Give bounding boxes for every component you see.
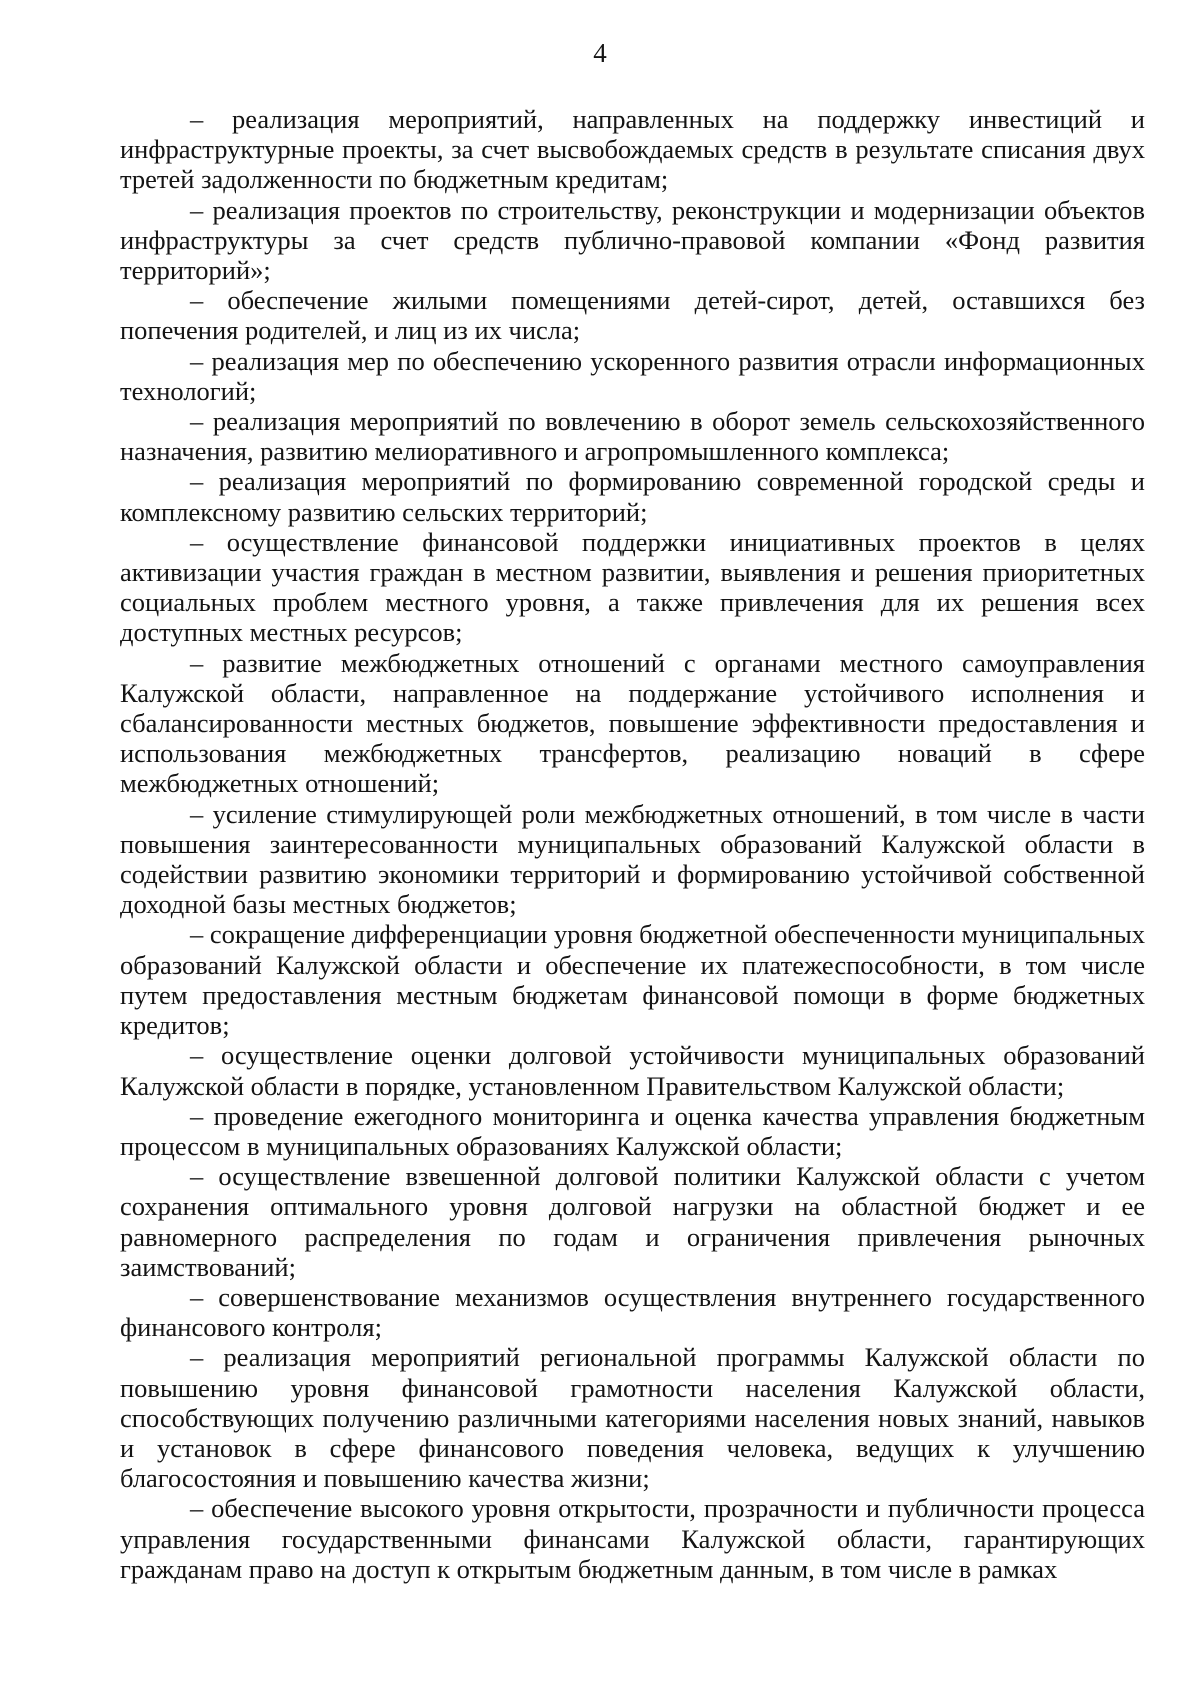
paragraph-urban-environment: – реализация мероприятий по формированию современной городской среды и комплексному развитию сельских территорий; xyxy=(120,466,1145,527)
paragraph-debt-policy: – осуществление взвешенной долговой политики Калужской области с учетом сохранения оптимального уровня долговой нагрузки на областной бюджет и ее равномерного распределения по годам и ограничения привлечения рыночных заимствований; xyxy=(120,1161,1145,1282)
paragraph-investment-projects: – реализация мероприятий, направленных на поддержку инвестиций и инфраструктурные проекты, за счет высвобождаемых средств в результате списания двух третей задолженности по бюджетным кредитам; xyxy=(120,104,1145,195)
paragraph-openness: – обеспечение высокого уровня открытости, прозрачности и публичности процесса управления государственными финансами Калужской области, гарантирующих гражданам право на доступ к открытым бюджетным данным, в том числе в рамках xyxy=(120,1493,1145,1584)
paragraph-initiative-projects: – осуществление финансовой поддержки инициативных проектов в целях активизации участия граждан в местном развитии, выявления и решения приоритетных социальных проблем местного уровня, а также привлечения для их решения всех доступных местных ресурсов; xyxy=(120,526,1145,648)
paragraph-financial-control: – совершенствование механизмов осуществления внутреннего государственного финансового контроля; xyxy=(120,1281,1145,1343)
paragraph-infrastructure-fund: – реализация проектов по строительству, реконструкции и модернизации объектов инфраструктуры за счет средств публично-правовой компании «Фонд развития территорий»; xyxy=(120,194,1145,286)
paragraph-orphan-housing: – обеспечение жилыми помещениями детей-сирот, детей, оставшихся без попечения родителей, и лиц из их числа; xyxy=(120,285,1145,346)
paragraph-it-development: – реализация мер по обеспечению ускоренного развития отрасли информационных технологий; xyxy=(120,345,1145,406)
paragraph-interbudget-relations: – развитие межбюджетных отношений с органами местного самоуправления Калужской области, направленное на поддержание устойчивого исполнения и сбалансированности местных бюджетов, повышение эффективности предоставления и использования межбюджетных трансфертов, реализацию новаций в сфере межбюджетных отношений; xyxy=(120,647,1145,799)
paragraph-debt-sustainability: – осуществление оценки долговой устойчивости муниципальных образований Калужской области в порядке, установленном Правительством Калужской области; xyxy=(120,1040,1145,1101)
document-body xyxy=(120,104,1145,1584)
paragraph-stimulating-role: – усиление стимулирующей роли межбюджетных отношений, в том числе в части повышения заинтересованности муниципальных образований Калужской области в содействии развитию экономики территорий и формированию устойчивой собственной доходной базы местных бюджетов; xyxy=(120,798,1145,920)
paragraph-financial-literacy: – реализация мероприятий региональной программы Калужской области по повышению уровня финансовой грамотности населения Калужской области, способствующих получению различными категориями населения новых знаний, навыков и установок в сфере финансового поведения человека, ведущих к улучшению благосостояния и повышению качества жизни; xyxy=(120,1342,1145,1494)
page-number: 4 xyxy=(593,38,607,68)
paragraph-budget-differentiation: – сокращение дифференциации уровня бюджетной обеспеченности муниципальных образований Калужской области и обеспечение их платежеспособности, в том числе путем предоставления местным бюджетам финансовой помощи в форме бюджетных кредитов; xyxy=(120,919,1145,1041)
paragraph-budget-monitoring: – проведение ежегодного мониторинга и оценка качества управления бюджетным процессом в муниципальных образованиях Калужской области; xyxy=(120,1100,1145,1161)
paragraph-agricultural-land: – реализация мероприятий по вовлечению в оборот земель сельскохозяйственного назначения, развитию мелиоративного и агропромышленного комплекса; xyxy=(120,406,1145,467)
